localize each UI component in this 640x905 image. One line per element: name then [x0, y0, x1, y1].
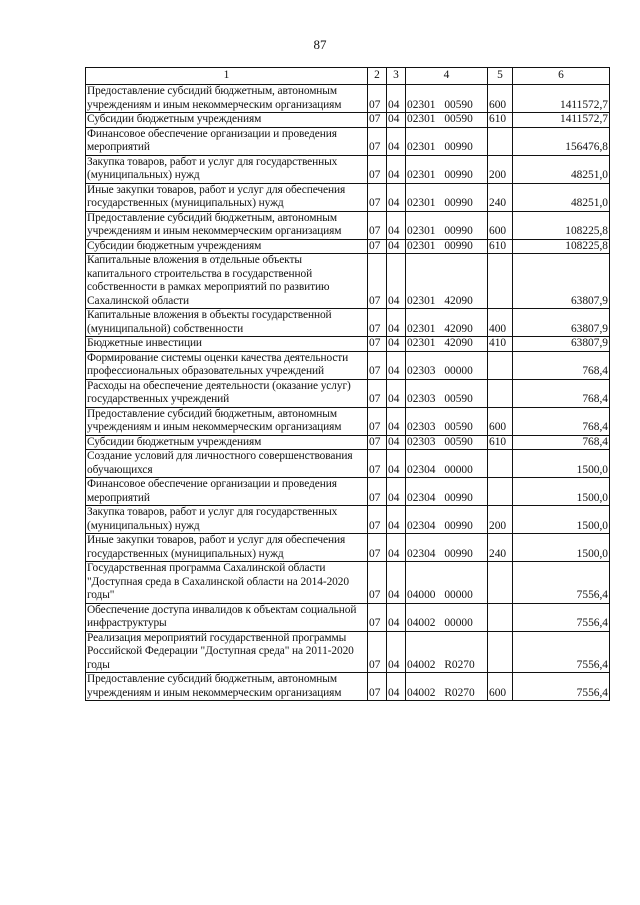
row-expense-type: 610 — [488, 435, 513, 450]
row-section: 07 — [368, 351, 387, 379]
row-amount: 7556,4 — [513, 631, 610, 673]
col-header-subsection: 3 — [387, 68, 406, 85]
row-section: 07 — [368, 506, 387, 534]
table-row — [86, 631, 610, 673]
row-name: Предоставление субсидий бюджетным, автономным учреждениям и иным некоммерческим организациям — [86, 211, 368, 239]
row-target-article: 02304 00000 — [406, 450, 488, 478]
row-section: 07 — [368, 562, 387, 604]
row-target-article: 02303 00590 — [406, 435, 488, 450]
col-header-expense-type: 5 — [488, 68, 513, 85]
table-row — [86, 85, 610, 113]
row-amount: 1500,0 — [513, 478, 610, 506]
row-name: Закупка товаров, работ и услуг для государственных (муниципальных) нужд — [86, 155, 368, 183]
row-expense-type — [488, 450, 513, 478]
table-row — [86, 155, 610, 183]
row-subsection: 04 — [387, 211, 406, 239]
row-amount: 1500,0 — [513, 506, 610, 534]
row-section: 07 — [368, 337, 387, 352]
table-row — [86, 211, 610, 239]
row-section: 07 — [368, 478, 387, 506]
row-amount: 7556,4 — [513, 673, 610, 701]
row-subsection: 04 — [387, 183, 406, 211]
row-amount: 48251,0 — [513, 183, 610, 211]
row-name: Создание условий для личностного совершенствования обучающихся — [86, 450, 368, 478]
row-target-article: 04002 R0270 — [406, 631, 488, 673]
row-amount: 63807,9 — [513, 309, 610, 337]
row-target-article: 02304 00990 — [406, 506, 488, 534]
row-subsection: 04 — [387, 127, 406, 155]
row-expense-type: 200 — [488, 506, 513, 534]
table-row — [86, 379, 610, 407]
row-section: 07 — [368, 155, 387, 183]
table-row — [86, 603, 610, 631]
row-target-article: 04000 00000 — [406, 562, 488, 604]
row-name: Финансовое обеспечение организации и проведения мероприятий — [86, 478, 368, 506]
table-row — [86, 478, 610, 506]
table-row — [86, 450, 610, 478]
row-subsection: 04 — [387, 155, 406, 183]
row-expense-type: 400 — [488, 309, 513, 337]
row-section: 07 — [368, 309, 387, 337]
row-expense-type — [488, 379, 513, 407]
row-amount: 1411572,7 — [513, 85, 610, 113]
table-row — [86, 309, 610, 337]
row-amount: 108225,8 — [513, 239, 610, 254]
row-amount: 768,4 — [513, 435, 610, 450]
row-name: Реализация мероприятий государственной программы Российской Федерации "Доступная среда" на 2011-2020 годы — [86, 631, 368, 673]
row-section: 07 — [368, 379, 387, 407]
row-name: Субсидии бюджетным учреждениям — [86, 435, 368, 450]
row-target-article: 04002 R0270 — [406, 673, 488, 701]
row-section: 07 — [368, 254, 387, 309]
page-number: 87 — [313, 37, 327, 52]
row-target-article: 02301 00590 — [406, 113, 488, 128]
row-name: Расходы на обеспечение деятельности (оказание услуг) государственных учреждений — [86, 379, 368, 407]
row-target-article: 02301 00990 — [406, 211, 488, 239]
row-amount: 7556,4 — [513, 603, 610, 631]
row-expense-type: 600 — [488, 407, 513, 435]
row-expense-type — [488, 603, 513, 631]
row-subsection: 04 — [387, 506, 406, 534]
row-subsection: 04 — [387, 631, 406, 673]
row-amount: 768,4 — [513, 351, 610, 379]
row-amount: 768,4 — [513, 379, 610, 407]
table-row — [86, 435, 610, 450]
table-row — [86, 127, 610, 155]
row-name: Иные закупки товаров, работ и услуг для обеспечения государственных (муниципальных) нужд — [86, 534, 368, 562]
table-row — [86, 254, 610, 309]
row-expense-type — [488, 478, 513, 506]
row-subsection: 04 — [387, 534, 406, 562]
table-row — [86, 673, 610, 701]
table-row — [86, 534, 610, 562]
row-expense-type: 600 — [488, 85, 513, 113]
row-section: 07 — [368, 211, 387, 239]
row-name: Формирование системы оценки качества деятельности профессиональных образовательных учреждений — [86, 351, 368, 379]
row-amount: 156476,8 — [513, 127, 610, 155]
row-amount: 108225,8 — [513, 211, 610, 239]
row-target-article: 02301 42090 — [406, 254, 488, 309]
row-expense-type: 600 — [488, 211, 513, 239]
row-section: 07 — [368, 435, 387, 450]
row-subsection: 04 — [387, 351, 406, 379]
row-expense-type — [488, 254, 513, 309]
row-section: 07 — [368, 450, 387, 478]
row-name: Капитальные вложения в объекты государственной (муниципальной) собственности — [86, 309, 368, 337]
row-expense-type — [488, 127, 513, 155]
row-amount: 1500,0 — [513, 450, 610, 478]
row-subsection: 04 — [387, 379, 406, 407]
table-row — [86, 113, 610, 128]
row-expense-type — [488, 351, 513, 379]
row-target-article: 02301 00990 — [406, 183, 488, 211]
header-row — [86, 68, 610, 85]
row-subsection: 04 — [387, 407, 406, 435]
table-row — [86, 337, 610, 352]
row-amount: 63807,9 — [513, 337, 610, 352]
row-name: Закупка товаров, работ и услуг для государственных (муниципальных) нужд — [86, 506, 368, 534]
row-target-article: 02304 00990 — [406, 478, 488, 506]
row-expense-type: 610 — [488, 239, 513, 254]
row-section: 07 — [368, 183, 387, 211]
row-expense-type: 600 — [488, 673, 513, 701]
col-header-target-article: 4 — [406, 68, 488, 85]
row-subsection: 04 — [387, 603, 406, 631]
row-section: 07 — [368, 85, 387, 113]
row-expense-type: 200 — [488, 155, 513, 183]
table-row — [86, 239, 610, 254]
row-subsection: 04 — [387, 85, 406, 113]
row-subsection: 04 — [387, 254, 406, 309]
row-subsection: 04 — [387, 478, 406, 506]
row-target-article: 02301 00990 — [406, 155, 488, 183]
row-section: 07 — [368, 603, 387, 631]
row-name: Бюджетные инвестиции — [86, 337, 368, 352]
budget-table — [85, 67, 610, 701]
row-subsection: 04 — [387, 337, 406, 352]
row-amount: 7556,4 — [513, 562, 610, 604]
row-name: Предоставление субсидий бюджетным, автономным учреждениям и иным некоммерческим организациям — [86, 407, 368, 435]
row-section: 07 — [368, 673, 387, 701]
row-name: Субсидии бюджетным учреждениям — [86, 113, 368, 128]
row-name: Предоставление субсидий бюджетным, автономным учреждениям и иным некоммерческим организациям — [86, 673, 368, 701]
row-section: 07 — [368, 534, 387, 562]
row-amount: 1500,0 — [513, 534, 610, 562]
col-header-name: 1 — [86, 68, 368, 85]
table-row — [86, 407, 610, 435]
col-header-amount: 6 — [513, 68, 610, 85]
row-name: Капитальные вложения в отдельные объекты капитального строительства в государственной собственности в рамках мероприятий по развитию Сахалинской области — [86, 254, 368, 309]
row-expense-type: 240 — [488, 183, 513, 211]
row-name: Государственная программа Сахалинской области "Доступная среда в Сахалинской области на 2014-2020 годы" — [86, 562, 368, 604]
col-header-section: 2 — [368, 68, 387, 85]
row-name: Иные закупки товаров, работ и услуг для обеспечения государственных (муниципальных) нужд — [86, 183, 368, 211]
row-section: 07 — [368, 239, 387, 254]
row-subsection: 04 — [387, 309, 406, 337]
row-section: 07 — [368, 113, 387, 128]
row-target-article: 02303 00590 — [406, 407, 488, 435]
table-row — [86, 562, 610, 604]
row-amount: 48251,0 — [513, 155, 610, 183]
table-row — [86, 506, 610, 534]
row-target-article: 04002 00000 — [406, 603, 488, 631]
row-expense-type: 610 — [488, 113, 513, 128]
row-section: 07 — [368, 127, 387, 155]
row-name: Обеспечение доступа инвалидов к объектам социальной инфраструктуры — [86, 603, 368, 631]
row-name: Финансовое обеспечение организации и проведения мероприятий — [86, 127, 368, 155]
row-subsection: 04 — [387, 239, 406, 254]
row-target-article: 02301 42090 — [406, 337, 488, 352]
row-subsection: 04 — [387, 450, 406, 478]
row-subsection: 04 — [387, 673, 406, 701]
row-expense-type: 240 — [488, 534, 513, 562]
row-amount: 63807,9 — [513, 254, 610, 309]
row-target-article: 02301 00590 — [406, 85, 488, 113]
row-subsection: 04 — [387, 113, 406, 128]
table-row — [86, 351, 610, 379]
row-section: 07 — [368, 407, 387, 435]
row-name: Субсидии бюджетным учреждениям — [86, 239, 368, 254]
row-target-article: 02301 00990 — [406, 127, 488, 155]
row-name: Предоставление субсидий бюджетным, автономным учреждениям и иным некоммерческим организациям — [86, 85, 368, 113]
row-expense-type: 410 — [488, 337, 513, 352]
row-target-article: 02303 00000 — [406, 351, 488, 379]
row-target-article: 02301 42090 — [406, 309, 488, 337]
row-expense-type — [488, 562, 513, 604]
row-amount: 1411572,7 — [513, 113, 610, 128]
table-row — [86, 183, 610, 211]
row-section: 07 — [368, 631, 387, 673]
row-target-article: 02301 00990 — [406, 239, 488, 254]
row-subsection: 04 — [387, 435, 406, 450]
row-target-article: 02303 00590 — [406, 379, 488, 407]
row-target-article: 02304 00990 — [406, 534, 488, 562]
row-expense-type — [488, 631, 513, 673]
row-subsection: 04 — [387, 562, 406, 604]
row-amount: 768,4 — [513, 407, 610, 435]
